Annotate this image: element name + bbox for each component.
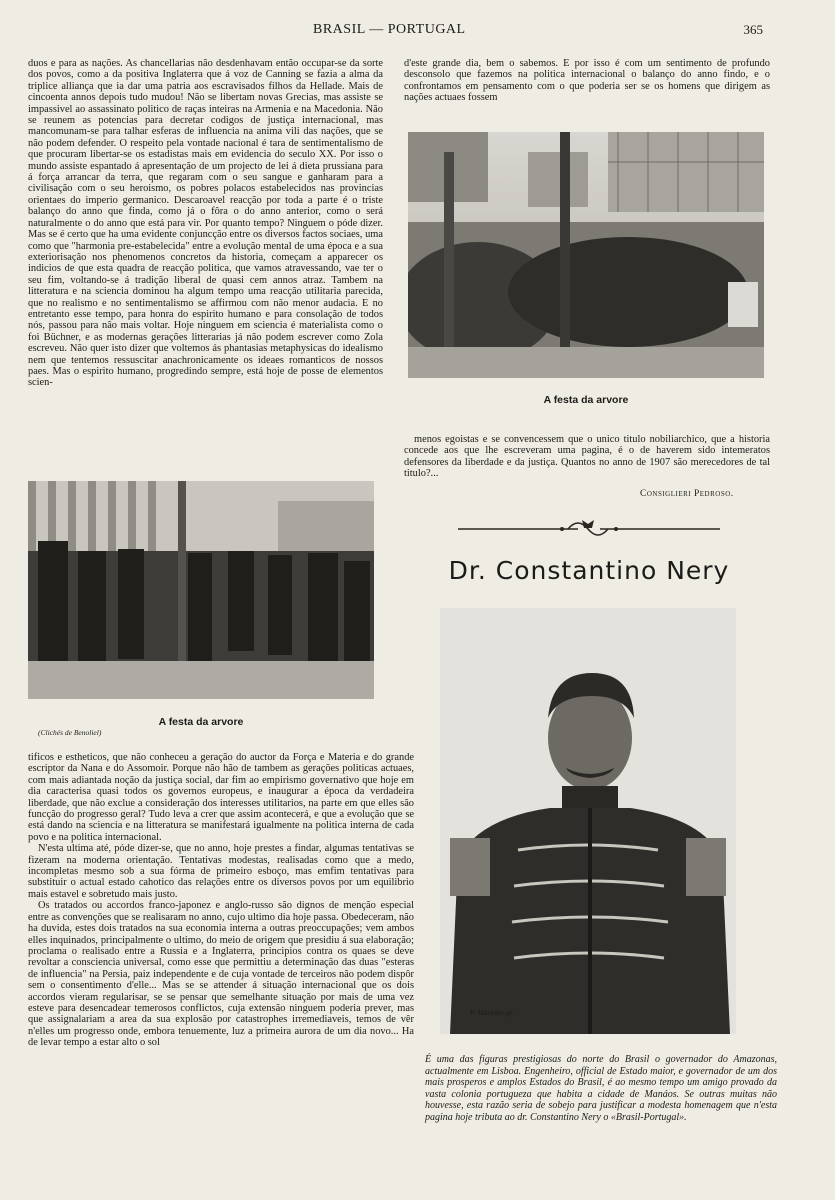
divider-ornament-icon [458, 516, 720, 538]
photo-credit: (Clichés de Benoliel) [38, 728, 102, 737]
author-signature: Consiglieri Pedroso. [640, 489, 734, 499]
portrait-photo [440, 608, 736, 1034]
photo-tree-festival-right [408, 132, 764, 378]
article-left-column-top [28, 58, 383, 454]
article-text-block: N'esta ultima até, póde dizer-se, que no anno, hoje prestes a findar, algumas tentativas se fizeram na moderna orientação. Tentativas modestas, realisadas como que a medo, incompletas mesmo sob a sua fórma de primeiro esboço, mas emfim tentativas para substituir o actual estado cahotico das relações entre os diversos povos por um equilibrio mais estavel e sobretudo mais justo. [28, 843, 414, 900]
photo-tree-festival-left [28, 481, 374, 699]
article-right-column-top [404, 58, 770, 106]
portrait-heading: Dr. Constantino Nery [448, 556, 730, 585]
article-text-block: Os tratados ou accordos franco-japonez e anglo-russo são dignos de menção especial entre as convenções que se realisaram no anno, cujo ultimo dia hoje passa. Obedeceram, não ha duvida, estes dois tratados na sua economia interna a outras preoccupações; vem ambos elles inquinados, principalmente o ultimo, do meio de origem que presidiu á sua elaboração; proclama o realisado entre a Russia e a Inglaterra, principios contra os quaes se deve revoltar a consciencia universal, como esse que permittiu a determinação das duas "esteras de influencia" na Persia, paiz independente e de cuja vontade de terceiros não podem dispôr sem o consentimento d'elle... Mas se se attender á situação internacional que os dois accordos vieram regularisar, se se pensar que semelhante situação por mais de uma vez esteve para desencadear temerosos conflictos, cuja extensão ninguem poderia prever, mas que assignalariam a area da sua explosão por catastrophes irremediaveis, temos de vêr n'elles um progresso onde, embora tenuemente, luz a primeira aurora de um dia novo... Ha de levar tempo a estar alto o sol [28, 900, 414, 1049]
article-left-column-bottom [28, 752, 414, 1178]
article-text-block: menos egoistas e se convencessem que o unico titulo nobiliarchico, que a historia concede aos que lhe escreveram uma pagina, é o de haverem sido intemeratos defensores da liberdade e da justiça. Quantos no anno de 1907 são merecedores de tal titulo?... [404, 434, 770, 480]
engraver-signature: P. Marinho gr. [470, 1008, 514, 1017]
photo-caption: A festa da arvore [543, 394, 629, 406]
article-right-column-mid [404, 434, 770, 482]
article-text-block: tificos e estheticos, que não conheceu a geração do auctor da Força e Materia e do grande escriptor da Nana e do Assomoir. Porque não hão de tambem as gerações politicas actuaes, com mais adiantada noção da justiça social, dar fim ao empirismo governativo que hoje em dia caracterisa quasi todos os governos europeus, e inaugurar a época da verdadeira liberdade, que não exclue a consideração dos interesses utilitarios, na parte em que elles são funcção do progresso geral? Tudo leva a crer que assim acontecerá, e que a evolução que se está dando na sciencia e na litteratura se manifestará igualmente na politica interna de cada povo e na politica internacional. [28, 752, 414, 843]
page-number: 365 [743, 22, 763, 37]
article-text-block: duos e para as nações. As chancellarias não desdenhavam então occupar-se da sorte dos povos, como a da positiva Inglaterra que á voz de Canning se fazia a alma da triplice alliança que ia dar uma patria aos escravisados filhos da Hellade. Mais de cincoenta annos depois tudo mudou! Não se libertam novas Grecias, mas assiste se impassivel ao assassinato politico de raças inteiras na Armenia e na Macedonia. Não se reunem as potencias para decretar codigos de justiça internacional, mas mancomunam-se para talhar esferas de influencia na anima vili das nações, que se não podem defender. O respeito pela vontade nacional é tara de sentimentalismo de que procuram libertar-se os estadistas mais em evidencia do seculo XX. Por isso o mundo assiste espantado á apresentação de um projecto de lei á dieta prussiana para á força arrancar da terra, que regaram com o seu sangue e ganharam para a civilisação com o seu heroismo, os pobres polacos estabelecidos nas provincias orientaes do imperio germanico. Descaroavel reacção por toda a parte é o triste balanço do anno que finda, como já o fôra o do anno anterior, como o será naturalmente o do anno que está para vir. Por quanto tempo? Ninguem o póde dizer. Mas se é certo que ha uma evidente conjuncção entre os diversos factos sociaes, uma como que "harmonia pre-estabelecida" entre a evolução mental de uma época e a sua exteriorisação nos phenomenos concretos da historia, começam a apparecer os indicios de que esta quadra de reacção politica, que vamos atravessando, vae ter o seu fim, voltando-se á tradição liberal de quasi cem annos atraz. Tambem na litteratura e na sciencia dominou ha algum tempo uma reacção utilitaria parecida, que no realismo e no sentimentalismo se affirmou com não menor audacia. E no entretanto esse tempo, para honra do espirito humano e para consolação de todos nós, passou para não mais voltar. Hoje ninguem em sciencia é materialista como o foi Büchner, e as modernas gerações litterarias já não podem escrever como Zola escreveu. Não quer isto dizer que voltemos ás phantasias metaphysicas do idealismo nem que tentemos ressuscitar anachronicamente os ideaes romanticos de nossos paes. Mas o espirito humano, progredindo sempre, está hoje de posse de elementos scien- [28, 58, 383, 389]
photo-caption: A festa da arvore [158, 716, 244, 728]
page-header [0, 22, 835, 42]
magazine-title: BRASIL — PORTUGAL [313, 22, 466, 37]
article-text-block: d'este grande dia, bem o sabemos. E por isso é com um sentimento de profundo desconsolo que fazemos na politica internacional o balanço do anno findo, e o confrontamos em pensamento com o que poderia ser se os homens que dirigem as nações actuaes fossem [404, 58, 770, 104]
portrait-biography: É uma das figuras prestigiosas do norte do Brasil o governador do Amazonas, actualmente em Lisboa. Engenheiro, official de Estado maior, e governador de um dos mais prosperos e amplos Estados do Brasil, é ao mesmo tempo um amigo provado da vasta colonia portugueza que habita a cidade de Manáos. Se outras muitas não houvesse, esta razão seria de sobejo para justificar a modesta homenagem que n'esta pagina hoje tributa ao dr. Constantino Nery o «Brasil-Portugal». [425, 1054, 777, 1123]
